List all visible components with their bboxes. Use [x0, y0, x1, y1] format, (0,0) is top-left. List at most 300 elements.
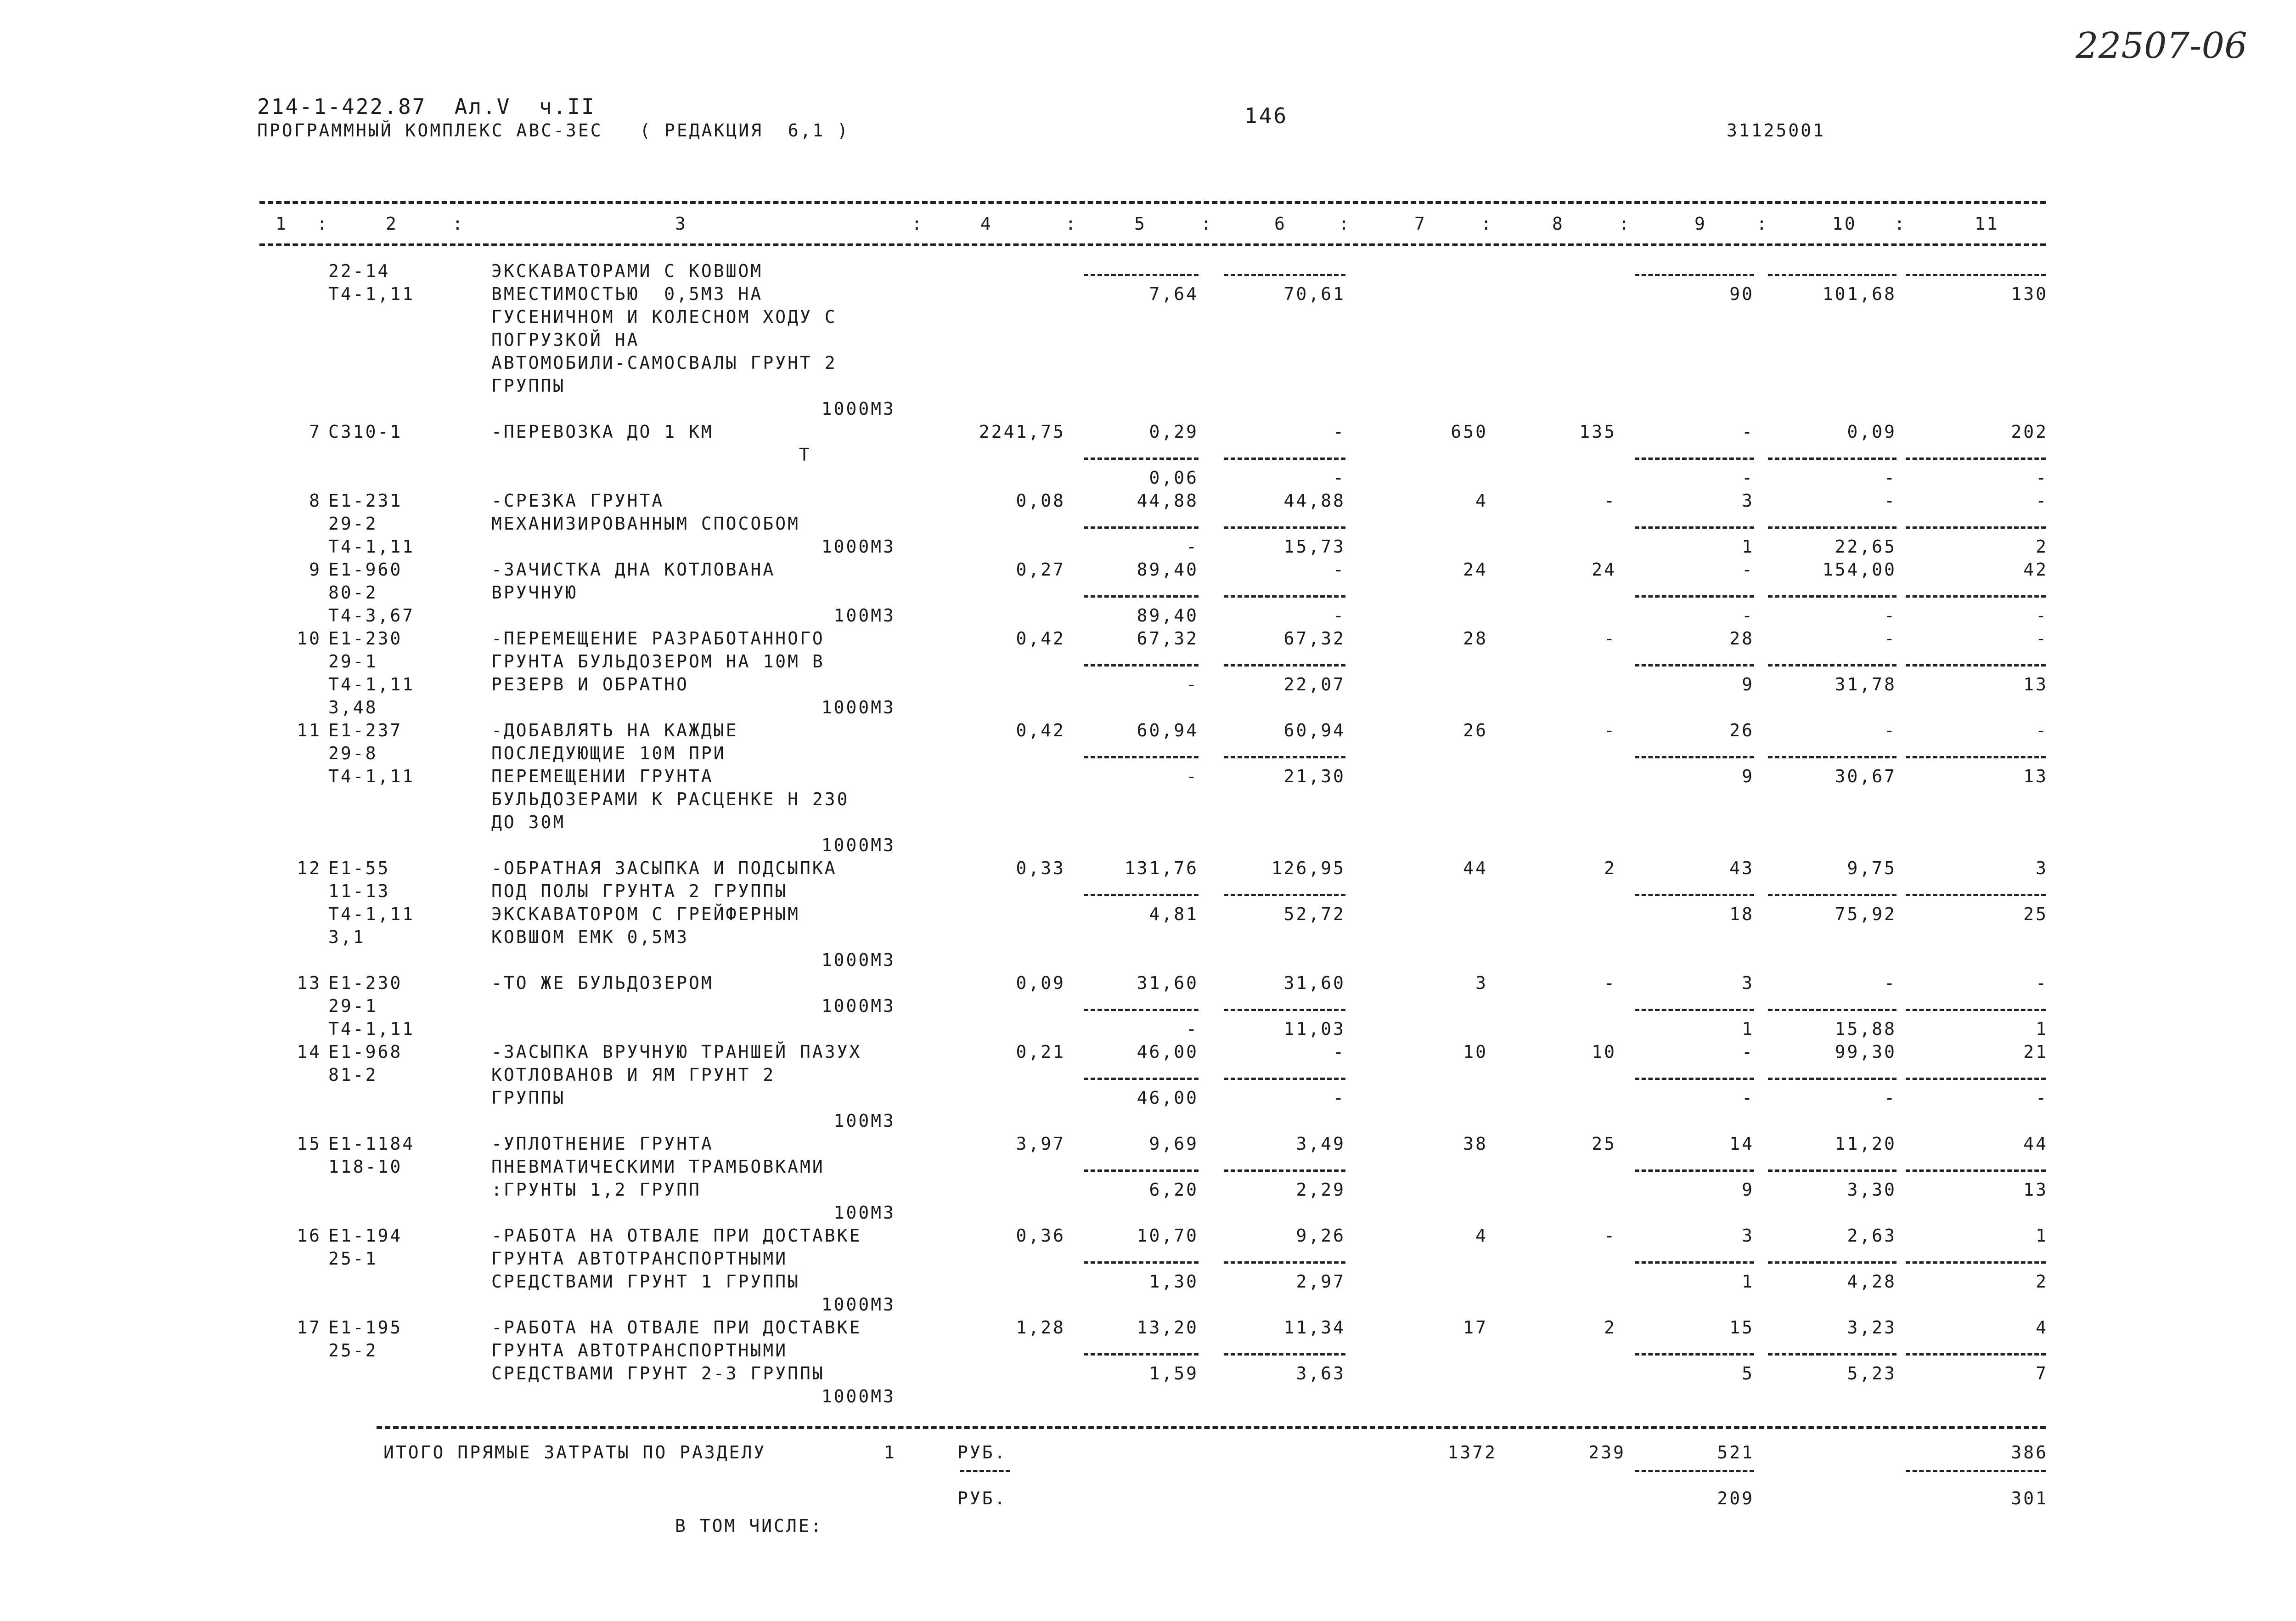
- cell-c2: С310-1: [328, 422, 403, 442]
- column-header-2: 2: [386, 214, 398, 234]
- subtotal-rule: [1635, 894, 1754, 896]
- cell-c11: 7: [2036, 1363, 2048, 1384]
- cell-c2: 25-2: [328, 1340, 378, 1361]
- cell-c9: -: [1742, 605, 1754, 626]
- cell-c5: 46,00: [1137, 1088, 1199, 1108]
- subtotal-rule: [1768, 457, 1896, 460]
- cell-c6: 3,63: [1296, 1363, 1345, 1384]
- cell-c11: 2: [2036, 537, 2048, 557]
- cell-c5: 9,69: [1149, 1134, 1199, 1154]
- unit-label: 1000М3: [821, 950, 895, 970]
- cell-c2: 11-13: [328, 881, 390, 901]
- cell-c5: 31,60: [1137, 973, 1199, 993]
- cell-c6: 22,07: [1283, 674, 1345, 695]
- subtotal-rule: [1084, 274, 1199, 276]
- subtotal-rule: [1084, 526, 1199, 529]
- cell-c1: 10: [297, 628, 321, 649]
- cell-c3: ПОСЛЕДУЮЩИЕ 10М ПРИ: [491, 743, 726, 763]
- cell-c3: -ПЕРЕМЕЩЕНИЕ РАЗРАБОТАННОГО: [491, 628, 825, 649]
- cell-c2: Е1-968: [328, 1042, 403, 1062]
- subtotal-rule: [1768, 756, 1896, 758]
- totals-currency-rule: [960, 1470, 1010, 1472]
- cell-c6: -: [1333, 1088, 1345, 1108]
- cell-c11: 202: [2011, 422, 2048, 442]
- cell-c6: -: [1333, 468, 1345, 488]
- cell-c7: 3: [1475, 973, 1488, 993]
- cell-c10: 9,75: [1847, 858, 1896, 878]
- cell-c11: -: [2036, 628, 2048, 649]
- cell-c6: 31,60: [1283, 973, 1345, 993]
- cell-c10: -: [1884, 973, 1896, 993]
- subtotal-rule: [1768, 664, 1896, 666]
- subtotal-rule: [1224, 457, 1345, 460]
- subtotal-rule: [1224, 894, 1345, 896]
- cell-c4: 0,21: [1016, 1042, 1065, 1062]
- cell-c3: ПОГРУЗКОЙ НА: [491, 330, 640, 350]
- unit-label: 1000М3: [821, 399, 895, 419]
- cell-c1: 13: [297, 973, 321, 993]
- column-header-3: 3: [675, 214, 687, 234]
- subtotal-rule: [1906, 756, 2046, 758]
- subtotal-rule: [1768, 274, 1896, 276]
- cell-c5: 0,29: [1149, 422, 1199, 442]
- cell-c11: 1: [2036, 1019, 2048, 1039]
- cell-c11: 21: [2023, 1042, 2048, 1062]
- cell-c5: 7,64: [1149, 284, 1199, 304]
- subtotal-rule: [1084, 1078, 1199, 1080]
- cell-c10: 30,67: [1835, 766, 1896, 786]
- cell-c6: -: [1333, 605, 1345, 626]
- cell-c6: 15,73: [1283, 537, 1345, 557]
- cell-c9: -: [1742, 1042, 1754, 1062]
- subtotal-rule: [1224, 756, 1345, 758]
- document-code: 31125001: [1727, 120, 1826, 141]
- subtotal-rule: [1084, 1261, 1199, 1264]
- cell-c10: 5,23: [1847, 1363, 1896, 1384]
- subtotal-rule: [1906, 1078, 2046, 1080]
- cell-c2: 29-1: [328, 651, 378, 672]
- unit-label: 1000М3: [821, 835, 895, 855]
- including-label: В ТОМ ЧИСЛЕ:: [675, 1516, 823, 1536]
- cell-c5: 67,32: [1137, 628, 1199, 649]
- subtotal-rule: [1768, 526, 1896, 529]
- cell-c2: Т4-1,11: [328, 537, 415, 557]
- unit-label: Т: [799, 445, 811, 465]
- cell-c5: 131,76: [1124, 858, 1199, 878]
- cell-c9: 26: [1729, 720, 1754, 740]
- cell-c1: 7: [309, 422, 321, 442]
- cell-c10: 0,09: [1847, 422, 1896, 442]
- cell-c2: 22-14: [328, 261, 390, 281]
- cell-c3: -ОБРАТНАЯ ЗАСЫПКА И ПОДСЫПКА: [491, 858, 837, 878]
- cell-c7: 28: [1463, 628, 1488, 649]
- column-header-10: 10: [1832, 214, 1857, 234]
- cell-c9: 43: [1729, 858, 1754, 878]
- totals-col11-rule: [1906, 1470, 2046, 1472]
- cell-c10: -: [1884, 605, 1896, 626]
- cell-c2: 29-2: [328, 514, 378, 534]
- column-separator: :: [1065, 214, 1078, 234]
- subtotal-rule: [1906, 457, 2046, 460]
- subtotal-rule: [1084, 894, 1199, 896]
- cell-c4: 2241,75: [979, 422, 1065, 442]
- cell-c5: 46,00: [1137, 1042, 1199, 1062]
- cell-c2: Т4-1,11: [328, 1019, 415, 1039]
- subtotal-rule: [1224, 274, 1345, 276]
- cell-c3: ГРУНТА АВТОТРАНСПОРТНЫМИ: [491, 1248, 788, 1269]
- column-separator: :: [1481, 214, 1493, 234]
- cell-c9: -: [1742, 422, 1754, 442]
- cell-c3: СРЕДСТВАМИ ГРУНТ 1 ГРУППЫ: [491, 1271, 800, 1292]
- cell-c2: Е1-230: [328, 628, 403, 649]
- cell-c2: Е1-960: [328, 559, 403, 580]
- cell-c3: ЭКСКАВАТОРАМИ С КОВШОМ: [491, 261, 763, 281]
- cell-c10: -: [1884, 468, 1896, 488]
- page-number: 146: [1244, 103, 1289, 128]
- cell-c6: -: [1333, 422, 1345, 442]
- totals-col11-2: 301: [2011, 1488, 2048, 1508]
- cell-c10: 22,65: [1835, 537, 1896, 557]
- cell-c2: Т4-1,11: [328, 284, 415, 304]
- cell-c3: ГРУНТА АВТОТРАНСПОРТНЫМИ: [491, 1340, 788, 1361]
- cell-c1: 11: [297, 720, 321, 740]
- cell-c10: 154,00: [1822, 559, 1896, 580]
- column-separator: :: [1756, 214, 1769, 234]
- cell-c10: 3,23: [1847, 1317, 1896, 1338]
- subtotal-rule: [1906, 595, 2046, 598]
- cell-c9: 3: [1742, 491, 1754, 511]
- cell-c2: Е1-230: [328, 973, 403, 993]
- cell-c1: 8: [309, 491, 321, 511]
- cell-c6: 70,61: [1283, 284, 1345, 304]
- cell-c8: 135: [1579, 422, 1616, 442]
- cell-c5: 89,40: [1137, 559, 1199, 580]
- cell-c2: 29-8: [328, 743, 378, 763]
- cell-c8: 10: [1592, 1042, 1616, 1062]
- subtotal-rule: [1224, 1261, 1345, 1264]
- cell-c2: Т4-3,67: [328, 605, 415, 626]
- subtotal-rule: [1906, 894, 2046, 896]
- subtotal-rule: [1084, 595, 1199, 598]
- subtotal-rule: [1224, 1078, 1345, 1080]
- cell-c5: 10,70: [1137, 1226, 1199, 1246]
- column-header-7: 7: [1414, 214, 1427, 234]
- cell-c11: 3: [2036, 858, 2048, 878]
- cell-c1: 12: [297, 858, 321, 878]
- cell-c7: 44: [1463, 858, 1488, 878]
- program-title: ПРОГРАММНЫЙ КОМПЛЕКС АВС-ЗЕС ( РЕДАКЦИЯ 6,1 ): [257, 120, 850, 141]
- subtotal-rule: [1635, 756, 1754, 758]
- cell-c9: -: [1742, 468, 1754, 488]
- header-bottom-rule: [259, 243, 2046, 246]
- cell-c6: 67,32: [1283, 628, 1345, 649]
- cell-c2: 80-2: [328, 582, 378, 603]
- cell-c11: 13: [2023, 674, 2048, 695]
- cell-c3: -ЗАСЫПКА ВРУЧНУЮ ТРАНШЕЙ ПАЗУХ: [491, 1042, 862, 1062]
- subtotal-rule: [1768, 1078, 1896, 1080]
- cell-c3: -ПЕРЕВОЗКА ДО 1 КМ: [491, 422, 714, 442]
- cell-c10: 75,92: [1835, 904, 1896, 924]
- cell-c2: Т4-1,11: [328, 674, 415, 695]
- cell-c1: 15: [297, 1134, 321, 1154]
- cell-c1: 16: [297, 1226, 321, 1246]
- cell-c9: 1: [1742, 1271, 1754, 1292]
- cell-c10: -: [1884, 720, 1896, 740]
- subtotal-rule: [1906, 1169, 2046, 1172]
- subtotal-rule: [1224, 595, 1345, 598]
- cell-c11: 25: [2023, 904, 2048, 924]
- cell-c1: 17: [297, 1317, 321, 1338]
- subtotal-rule: [1768, 894, 1896, 896]
- cell-c8: 2: [1604, 1317, 1616, 1338]
- cell-c9: 15: [1729, 1317, 1754, 1338]
- subtotal-rule: [1635, 1169, 1754, 1172]
- subtotal-rule: [1635, 526, 1754, 529]
- cell-c6: 9,26: [1296, 1226, 1345, 1246]
- cell-c7: 4: [1475, 1226, 1488, 1246]
- cell-c3: -РАБОТА НА ОТВАЛЕ ПРИ ДОСТАВКЕ: [491, 1317, 862, 1338]
- column-header-1: 1: [276, 214, 288, 234]
- cell-c8: -: [1604, 973, 1616, 993]
- cell-c8: -: [1604, 1226, 1616, 1246]
- subtotal-rule: [1084, 756, 1199, 758]
- cell-c11: 1: [2036, 1226, 2048, 1246]
- unit-label: 100М3: [833, 1203, 895, 1223]
- cell-c6: -: [1333, 559, 1345, 580]
- subtotal-rule: [1906, 526, 2046, 529]
- cell-c10: 15,88: [1835, 1019, 1896, 1039]
- cell-c10: -: [1884, 628, 1896, 649]
- totals-col8: 239: [1588, 1442, 1626, 1463]
- cell-c2: Е1-1184: [328, 1134, 415, 1154]
- cell-c2: Е1-55: [328, 858, 390, 878]
- archive-stamp: 22507-06: [2076, 25, 2247, 67]
- cell-c7: 38: [1463, 1134, 1488, 1154]
- subtotal-rule: [1635, 274, 1754, 276]
- cell-c11: 4: [2036, 1317, 2048, 1338]
- subtotal-rule: [1635, 595, 1754, 598]
- totals-col9-2: 209: [1717, 1488, 1754, 1508]
- cell-c5: -: [1186, 1019, 1199, 1039]
- cell-c9: 1: [1742, 537, 1754, 557]
- column-separator: :: [452, 214, 465, 234]
- cell-c8: 24: [1592, 559, 1616, 580]
- cell-c10: 3,30: [1847, 1180, 1896, 1200]
- subtotal-rule: [1635, 457, 1754, 460]
- cell-c6: 126,95: [1271, 858, 1345, 878]
- cell-c10: 2,63: [1847, 1226, 1896, 1246]
- cell-c5: 1,59: [1149, 1363, 1199, 1384]
- cell-c11: -: [2036, 491, 2048, 511]
- subtotal-rule: [1906, 1353, 2046, 1356]
- subtotal-rule: [1906, 664, 2046, 666]
- cell-c5: 44,88: [1137, 491, 1199, 511]
- cell-c9: 3: [1742, 1226, 1754, 1246]
- cell-c3: -РАБОТА НА ОТВАЛЕ ПРИ ДОСТАВКЕ: [491, 1226, 862, 1246]
- subtotal-rule: [1224, 1353, 1345, 1356]
- cell-c4: 1,28: [1016, 1317, 1065, 1338]
- cell-c11: 13: [2023, 766, 2048, 786]
- subtotal-rule: [1084, 1169, 1199, 1172]
- cell-c11: -: [2036, 468, 2048, 488]
- cell-c4: 3,97: [1016, 1134, 1065, 1154]
- cell-c3: ЭКСКАВАТОРОМ С ГРЕЙФЕРНЫМ: [491, 904, 800, 924]
- cell-c1: 14: [297, 1042, 321, 1062]
- cell-c1: 9: [309, 559, 321, 580]
- cell-c5: 6,20: [1149, 1180, 1199, 1200]
- cell-c4: 0,09: [1016, 973, 1065, 993]
- cell-c3: :ГРУНТЫ 1,2 ГРУПП: [491, 1180, 701, 1200]
- cell-c9: 5: [1742, 1363, 1754, 1384]
- cell-c10: -: [1884, 1088, 1896, 1108]
- cell-c6: 2,29: [1296, 1180, 1345, 1200]
- cell-c3: ГУСЕНИЧНОМ И КОЛЕСНОМ ХОДУ С: [491, 307, 837, 327]
- cell-c4: 0,33: [1016, 858, 1065, 878]
- cell-c11: -: [2036, 1088, 2048, 1108]
- cell-c8: -: [1604, 491, 1616, 511]
- column-header-8: 8: [1552, 214, 1564, 234]
- unit-label: 100М3: [833, 605, 895, 626]
- cell-c3: ГРУППЫ: [491, 376, 566, 396]
- subtotal-rule: [1906, 274, 2046, 276]
- cell-c7: 17: [1463, 1317, 1488, 1338]
- cell-c3: КОТЛОВАНОВ И ЯМ ГРУНТ 2: [491, 1065, 776, 1085]
- subtotal-rule: [1084, 1009, 1199, 1011]
- cell-c11: 13: [2023, 1180, 2048, 1200]
- cell-c5: -: [1186, 674, 1199, 695]
- cell-c3: ГРУППЫ: [491, 1088, 566, 1108]
- cell-c10: 101,68: [1822, 284, 1896, 304]
- doc-code: 214-1-422.87 Ал.V ч.II: [257, 94, 596, 119]
- cell-c10: 99,30: [1835, 1042, 1896, 1062]
- subtotal-rule: [1768, 1009, 1896, 1011]
- cell-c4: 0,42: [1016, 720, 1065, 740]
- cell-c8: -: [1604, 720, 1616, 740]
- subtotal-rule: [1224, 1009, 1345, 1011]
- cell-c9: 28: [1729, 628, 1754, 649]
- subtotal-rule: [1768, 1169, 1896, 1172]
- cell-c7: 24: [1463, 559, 1488, 580]
- cell-c11: -: [2036, 973, 2048, 993]
- cell-c3: МЕХАНИЗИРОВАННЫМ СПОСОБОМ: [491, 514, 800, 534]
- subtotal-rule: [1635, 1009, 1754, 1011]
- cell-c3: -ТО ЖЕ БУЛЬДОЗЕРОМ: [491, 973, 714, 993]
- cell-c6: 21,30: [1283, 766, 1345, 786]
- cell-c9: 9: [1742, 674, 1754, 695]
- cell-c9: 18: [1729, 904, 1754, 924]
- cell-c6: 44,88: [1283, 491, 1345, 511]
- subtotal-rule: [1635, 1078, 1754, 1080]
- cell-c2: 25-1: [328, 1248, 378, 1269]
- subtotal-rule: [1084, 457, 1199, 460]
- cell-c9: 90: [1729, 284, 1754, 304]
- unit-label: 1000М3: [821, 537, 895, 557]
- subtotal-rule: [1768, 1261, 1896, 1264]
- cell-c8: 25: [1592, 1134, 1616, 1154]
- column-separator: :: [912, 214, 924, 234]
- column-header-4: 4: [980, 214, 993, 234]
- cell-c3: -УПЛОТНЕНИЕ ГРУНТА: [491, 1134, 714, 1154]
- cell-c5: 89,40: [1137, 605, 1199, 626]
- cell-c3: ПНЕВМАТИЧЕСКИМИ ТРАМБОВКАМИ: [491, 1157, 825, 1177]
- unit-label: 1000М3: [821, 1294, 895, 1315]
- subtotal-rule: [1084, 1353, 1199, 1356]
- totals-currency: РУБ.: [957, 1442, 1007, 1463]
- totals-col7: 1372: [1447, 1442, 1497, 1463]
- subtotal-rule: [1906, 1009, 2046, 1011]
- cell-c7: 10: [1463, 1042, 1488, 1062]
- cell-c4: 0,27: [1016, 559, 1065, 580]
- cell-c8: 2: [1604, 858, 1616, 878]
- subtotal-rule: [1635, 664, 1754, 666]
- cell-c9: 3: [1742, 973, 1754, 993]
- subtotal-rule: [1768, 595, 1896, 598]
- cell-c5: -: [1186, 537, 1199, 557]
- cell-c3: РЕЗЕРВ И ОБРАТНО: [491, 674, 689, 695]
- cell-c2: Е1-231: [328, 491, 403, 511]
- cell-c10: 11,20: [1835, 1134, 1896, 1154]
- column-separator: :: [1894, 214, 1907, 234]
- cell-c9: 14: [1729, 1134, 1754, 1154]
- cell-c9: 9: [1742, 766, 1754, 786]
- totals-col9-rule: [1635, 1470, 1754, 1472]
- cell-c4: 0,08: [1016, 491, 1065, 511]
- cell-c3: БУЛЬДОЗЕРАМИ К РАСЦЕНКЕ Н 230: [491, 789, 850, 809]
- table-top-rule: [259, 201, 2046, 204]
- cell-c7: 650: [1451, 422, 1488, 442]
- cell-c5: 0,06: [1149, 468, 1199, 488]
- cell-c7: 4: [1475, 491, 1488, 511]
- cell-c3: -ЗАЧИСТКА ДНА КОТЛОВАНА: [491, 559, 776, 580]
- cell-c2: 3,48: [328, 697, 378, 717]
- cell-c6: 11,03: [1283, 1019, 1345, 1039]
- cell-c6: 2,97: [1296, 1271, 1345, 1292]
- subtotal-rule: [1224, 1169, 1345, 1172]
- cell-c5: 60,94: [1137, 720, 1199, 740]
- cell-c3: ПЕРЕМЕЩЕНИИ ГРУНТА: [491, 766, 714, 786]
- cell-c3: ДО 30М: [491, 812, 566, 832]
- cell-c3: ВРУЧНУЮ: [491, 582, 578, 603]
- cell-c2: Е1-195: [328, 1317, 403, 1338]
- totals-currency-2: РУБ.: [957, 1488, 1007, 1508]
- unit-label: 1000М3: [821, 697, 895, 717]
- cell-c10: 31,78: [1835, 674, 1896, 695]
- cell-c11: 42: [2023, 559, 2048, 580]
- subtotal-rule: [1224, 526, 1345, 529]
- cell-c6: 3,49: [1296, 1134, 1345, 1154]
- subtotal-rule: [1768, 1353, 1896, 1356]
- cell-c2: Т4-1,11: [328, 766, 415, 786]
- cell-c3: -ДОБАВЛЯТЬ НА КАЖДЫЕ: [491, 720, 738, 740]
- cell-c9: 1: [1742, 1019, 1754, 1039]
- column-separator: :: [1339, 214, 1351, 234]
- cell-c11: -: [2036, 605, 2048, 626]
- cell-c3: КОВШОМ ЕМК 0,5М3: [491, 927, 689, 947]
- totals-col9: 521: [1717, 1442, 1754, 1463]
- subtotal-rule: [1906, 1261, 2046, 1264]
- cell-c5: -: [1186, 766, 1199, 786]
- subtotal-rule: [1635, 1353, 1754, 1356]
- cell-c10: -: [1884, 491, 1896, 511]
- cell-c10: 4,28: [1847, 1271, 1896, 1292]
- cell-c3: -СРЕЗКА ГРУНТА: [491, 491, 664, 511]
- cell-c11: 44: [2023, 1134, 2048, 1154]
- column-header-11: 11: [1975, 214, 1999, 234]
- cell-c6: -: [1333, 1042, 1345, 1062]
- column-separator: :: [1201, 214, 1213, 234]
- subtotal-rule: [1084, 664, 1199, 666]
- cell-c5: 13,20: [1137, 1317, 1199, 1338]
